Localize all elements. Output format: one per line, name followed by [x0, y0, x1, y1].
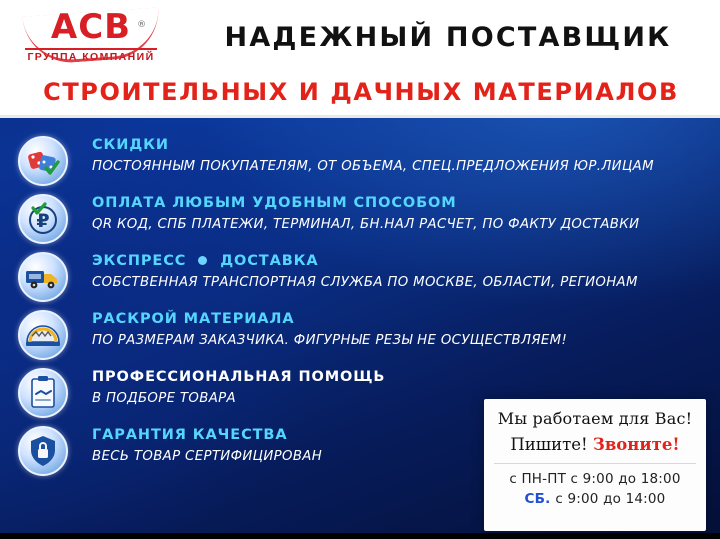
feature-title: ГАРАНТИЯ КАЧЕСТВА	[92, 427, 288, 443]
feature-desc: ВЕСЬ ТОВАР СЕРТИФИЦИРОВАН	[92, 449, 323, 464]
trademark-icon: ®	[137, 20, 148, 30]
card-weekday-hours: с ПН-ПТ с 9:00 до 18:00	[509, 471, 681, 487]
feature-title: РАСКРОЙ МАТЕРИАЛА	[92, 311, 295, 327]
feature-desc: ПО РАЗМЕРАМ ЗАКАЗЧИКА. ФИГУРНЫЕ РЕЗЫ НЕ ОСУЩЕСТВЛЯЕМ!	[92, 333, 568, 348]
card-divider	[494, 463, 696, 464]
card-write-label: Пишите!	[510, 435, 588, 454]
feature-title: ОПЛАТА ЛЮБЫМ УДОБНЫМ СПОСОБОМ	[92, 195, 457, 211]
svg-text:₽: ₽	[36, 210, 50, 232]
logo-text: ACB	[50, 7, 132, 47]
card-saturday-hours	[494, 491, 696, 507]
schedule-card	[484, 399, 706, 531]
feature-title-part2: ДОСТАВКА	[220, 253, 319, 269]
feature-text	[92, 310, 710, 351]
feature-desc: ПОСТОЯННЫМ ПОКУПАТЕЛЯМ, ОТ ОБЪЕМА, СПЕЦ.ПРЕДЛОЖЕНИЯ ЮР.ЛИЦАМ	[92, 159, 654, 174]
feature-title: ПРОФЕССИОНАЛЬНАЯ ПОМОЩЬ	[92, 369, 386, 385]
quality-lock-icon	[18, 426, 68, 476]
feature-desc: СОБСТВЕННАЯ ТРАНСПОРТНАЯ СЛУЖБА ПО МОСКВЕ, ОБЛАСТИ, РЕГИОНАМ	[92, 275, 638, 290]
feature-text	[92, 194, 710, 235]
logo-letters	[50, 7, 148, 47]
card-greeting: Мы работаем для Вас!	[497, 409, 693, 428]
ruble-payment-icon	[18, 194, 68, 244]
logo-tagline: ГРУППА КОМПАНИЙ	[27, 51, 155, 63]
feature-title: СКИДКИ	[92, 137, 169, 153]
feature-text	[92, 252, 710, 293]
saw-cutting-icon	[18, 310, 68, 360]
feature-title	[92, 252, 710, 271]
list-item	[0, 308, 720, 366]
bottom-strip	[0, 533, 720, 539]
list-item	[0, 134, 720, 192]
delivery-truck-icon	[18, 252, 68, 302]
card-saturday-time: с 9:00 до 14:00	[555, 491, 666, 507]
feature-desc: В ПОДБОРЕ ТОВАРА	[92, 391, 236, 406]
list-item	[0, 250, 720, 308]
card-call-label: Звоните!	[592, 435, 680, 454]
bullet-dot-icon	[198, 256, 207, 265]
company-logo	[16, 8, 166, 70]
logo-underline	[25, 48, 157, 50]
card-saturday-label: СБ.	[524, 491, 551, 507]
discount-dice-icon	[18, 136, 68, 186]
feature-desc: QR КОД, СПБ ПЛАТЕЖИ, ТЕРМИНАЛ, БН.НАЛ РАСЧЕТ, ПО ФАКТУ ДОСТАВКИ	[92, 217, 640, 232]
list-item	[0, 192, 720, 250]
feature-title-part1: ЭКСПРЕСС	[92, 253, 187, 269]
headline-primary: НАДЕЖНЫЙ ПОСТАВЩИК	[224, 22, 672, 53]
feature-text	[92, 136, 710, 177]
card-contact-line	[494, 435, 696, 454]
headline-secondary: СТРОИТЕЛЬНЫХ И ДАЧНЫХ МАТЕРИАЛОВ	[43, 78, 679, 106]
clipboard-handshake-icon	[18, 368, 68, 418]
